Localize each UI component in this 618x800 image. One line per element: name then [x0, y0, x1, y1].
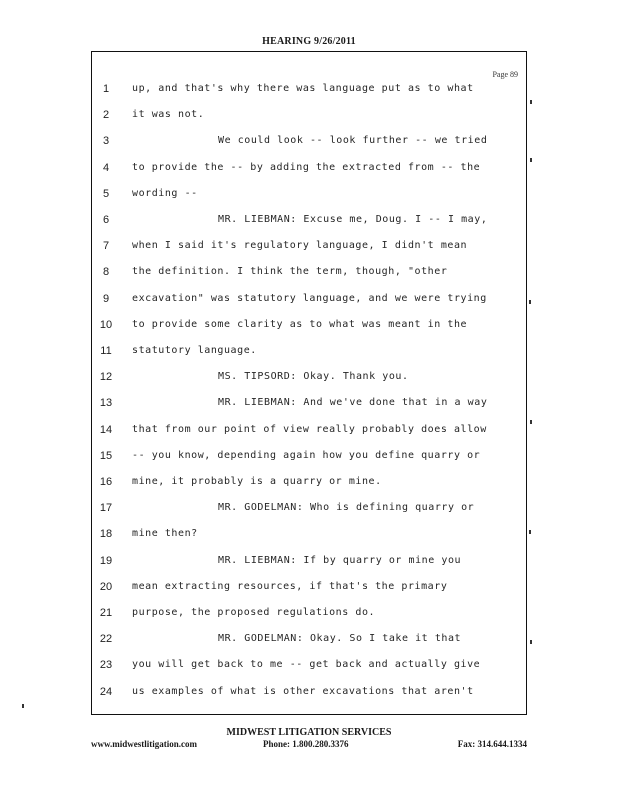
line-number: 11: [100, 345, 112, 357]
transcript-line: [92, 342, 522, 360]
transcript-line: [92, 316, 522, 334]
line-text: it was not.: [132, 109, 205, 121]
line-number: 4: [102, 161, 110, 174]
line-number: 15: [99, 449, 113, 462]
transcript-line: [92, 447, 522, 465]
line-number: 9: [102, 292, 110, 305]
transcript-line: [92, 578, 522, 596]
line-number: 1: [102, 83, 110, 95]
footer-fax: Fax: 314.644.1334: [457, 739, 527, 749]
transcript-line: [92, 106, 522, 124]
line-text: excavation" was statutory language, and we were trying: [132, 292, 487, 304]
transcript-line: [92, 421, 522, 439]
transcript-line: [92, 499, 522, 517]
transcript-line: [92, 368, 522, 386]
scan-speck: [530, 158, 532, 162]
transcript-line: [92, 263, 522, 281]
transcript-line: [92, 683, 522, 701]
transcript-line: [92, 473, 522, 491]
line-text: mean extracting resources, if that's the primary: [132, 580, 448, 592]
line-number: 14: [99, 423, 113, 436]
line-number: 8: [102, 266, 110, 279]
line-number: 6: [102, 214, 110, 226]
line-number: 16: [99, 476, 113, 488]
scan-speck: [22, 704, 24, 708]
line-text: MS. TIPSORD: Okay. Thank you.: [218, 371, 409, 383]
line-text: to provide the -- by adding the extracted from -- the: [132, 161, 481, 173]
transcript-line: [92, 394, 522, 412]
footer-phone: Phone: 1.800.280.3376: [263, 739, 349, 749]
line-number: 22: [99, 633, 113, 646]
line-number: 3: [102, 135, 110, 148]
line-text: MR. GODELMAN: Okay. So I take it that: [218, 633, 462, 645]
page-header-title: HEARING 9/26/2011: [262, 36, 356, 47]
line-text: MR. LIEBMAN: And we've done that in a way: [218, 397, 488, 409]
transcript-line: [92, 604, 522, 622]
scan-speck: [529, 530, 531, 534]
line-text: up, and that's why there was language put as to what: [132, 83, 474, 94]
line-text: mine then?: [132, 528, 198, 540]
scan-speck: [529, 300, 531, 304]
line-number: 7: [102, 240, 110, 253]
line-number: 18: [99, 528, 113, 541]
line-number: 24: [99, 685, 113, 698]
transcript-line: [92, 80, 522, 98]
line-number: 5: [102, 187, 110, 200]
scan-speck: [530, 420, 532, 424]
line-text: -- you know, depending again how you define quarry or: [132, 449, 481, 461]
transcript-line: [92, 525, 522, 543]
footer-company: MIDWEST LITIGATION SERVICES: [226, 727, 392, 738]
line-text: MR. GODELMAN: Who is defining quarry or: [218, 502, 475, 514]
line-number: 2: [102, 109, 110, 122]
line-text: statutory language.: [132, 345, 257, 356]
line-number: 19: [99, 554, 113, 567]
line-text: you will get back to me -- get back and actually give: [132, 659, 481, 671]
transcript-line: [92, 552, 522, 570]
line-number: 12: [99, 371, 113, 384]
line-text: wording --: [132, 187, 198, 199]
transcript-line: [92, 290, 522, 308]
line-text: purpose, the proposed regulations do.: [132, 607, 376, 618]
line-number: 21: [99, 607, 113, 619]
scan-speck: [530, 100, 532, 104]
page-number: Page 89: [492, 70, 518, 79]
transcript-line: [92, 211, 522, 229]
transcript-frame: [91, 51, 527, 715]
transcript-line: [92, 159, 522, 177]
transcript-line: [92, 185, 522, 203]
line-text: MR. LIEBMAN: Excuse me, Doug. I -- I may,: [218, 214, 488, 225]
line-number: 13: [99, 397, 113, 410]
line-text: that from our point of view really probably does allow: [132, 423, 487, 435]
line-text: MR. LIEBMAN: If by quarry or mine you: [218, 554, 462, 566]
line-text: the definition. I think the term, though, "other: [132, 266, 448, 278]
line-text: We could look -- look further -- we tried: [218, 135, 488, 147]
line-text: mine, it probably is a quarry or mine.: [132, 476, 382, 487]
line-number: 20: [99, 580, 113, 593]
scan-speck: [530, 640, 532, 644]
line-number: 17: [99, 502, 113, 515]
line-number: 10: [99, 318, 113, 331]
line-text: when I said it's regulatory language, I didn't mean: [132, 240, 468, 252]
footer-website: www.midwestlitigation.com: [91, 739, 197, 749]
transcript-line: [92, 237, 522, 255]
transcript-line: [92, 656, 522, 674]
transcript-line: [92, 132, 522, 150]
line-text: us examples of what is other excavations that aren't: [132, 685, 474, 697]
line-number: 23: [99, 659, 113, 672]
transcript-line: [92, 630, 522, 648]
line-text: to provide some clarity as to what was meant in the: [132, 318, 468, 330]
